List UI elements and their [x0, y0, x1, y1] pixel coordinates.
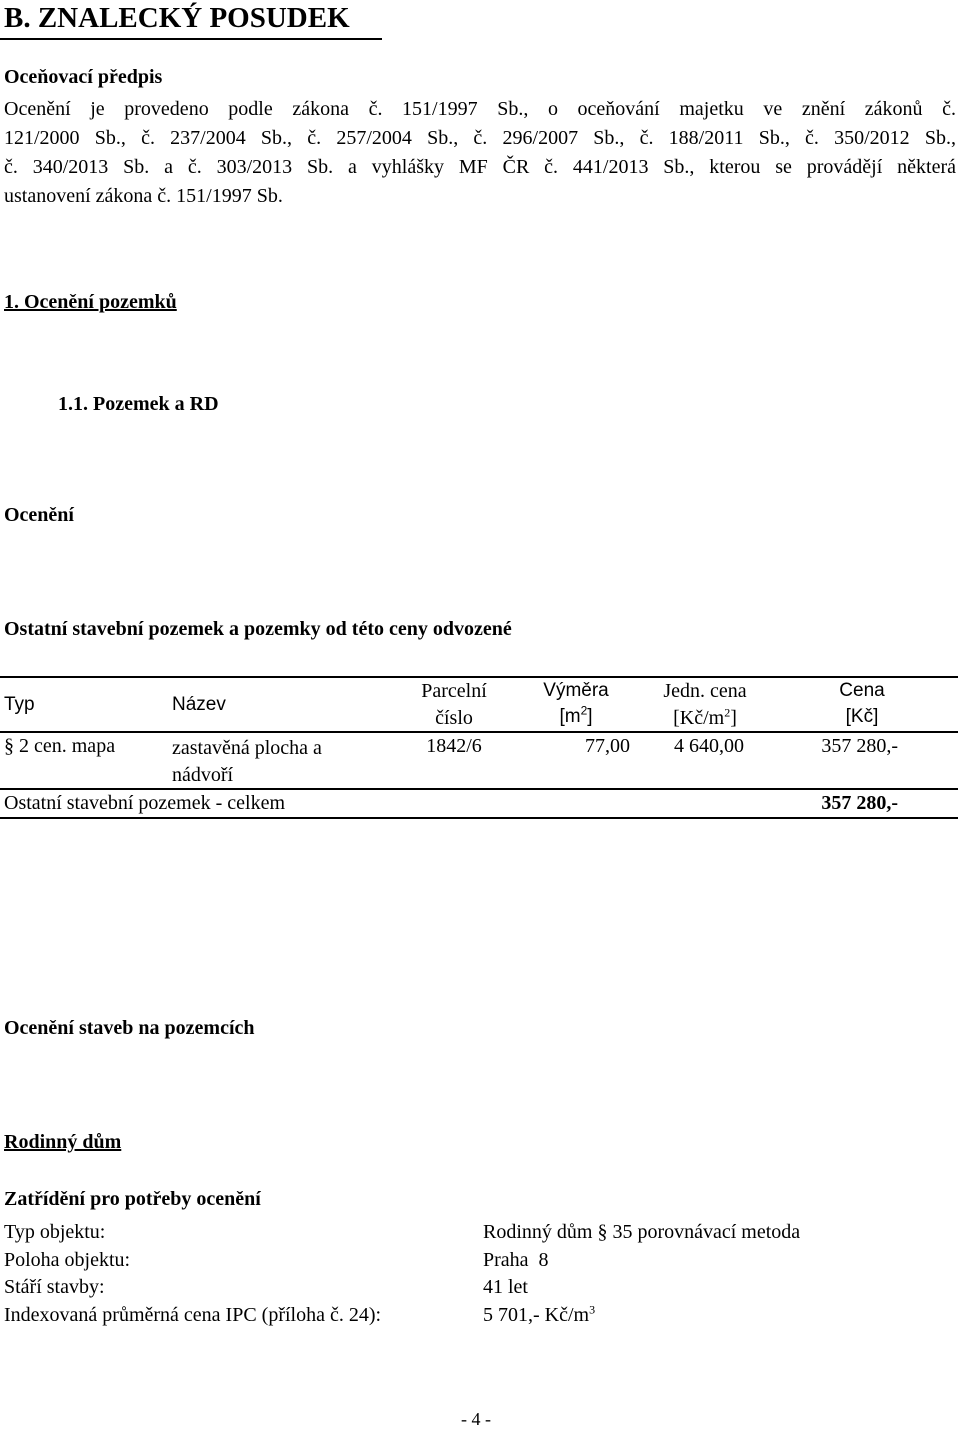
- paragraph-line: č. 340/2013 Sb. a č. 303/2013 Sb. a vyhlášky MF ČR č. 441/2013 Sb., kterou se provádějí některá: [4, 156, 956, 178]
- header-parcel-line2: číslo: [435, 707, 473, 729]
- table-top-rule: [0, 676, 958, 678]
- row-price: 357 280,-: [821, 735, 898, 757]
- header-typ: Typ: [4, 694, 35, 715]
- section-heading: Oceňovací předpis: [4, 66, 163, 88]
- row-name-line2: nádvoří: [172, 764, 234, 786]
- header-area: [524, 680, 628, 728]
- header-bottom-rule: [0, 731, 958, 733]
- total-label: Ostatní stavební pozemek - celkem: [4, 792, 286, 814]
- row-name-line1: zastavěná plocha a: [172, 737, 322, 759]
- classification-label: Stáří stavby:: [4, 1276, 105, 1298]
- heading-valuation: Ocenění: [4, 504, 74, 526]
- header-unit-price-line2: $[Kč/m^2]$: [673, 705, 737, 729]
- heading-plot-and-house: 1.1. Pozemek a RD: [58, 393, 219, 415]
- document-title: B. ZNALECKÝ POSUDEK: [4, 2, 350, 34]
- header-price-line2: [Kč]: [845, 706, 879, 727]
- row-unit-price: 4 640,00: [674, 735, 744, 757]
- classification-label: Indexovaná průměrná cena IPC (příloha č. 24):: [4, 1304, 382, 1326]
- legal-basis-paragraph: [4, 95, 956, 211]
- classification-value: 41 let: [483, 1276, 528, 1298]
- row-area: 77,00: [585, 735, 630, 757]
- header-price-line1: Cena: [839, 680, 885, 701]
- header-area-line1: Výměra: [543, 680, 609, 701]
- paragraph-line: 121/2000 Sb., č. 237/2004 Sb., č. 257/2004 Sb., č. 296/2007 Sb., č. 188/2011 Sb., č. 350/2012 Sb.,: [4, 127, 956, 149]
- table-bottom-rule: [0, 817, 958, 819]
- header-unit-price-line1: Jedn. cena: [663, 680, 747, 702]
- heading-land-valuation: 1. Ocenění pozemků: [4, 291, 177, 313]
- total-value: 357 280,-: [821, 792, 898, 814]
- page-number: - 4 -: [461, 1409, 491, 1429]
- header-parcel-line1: Parcelní: [421, 680, 487, 702]
- classification-value: 5 701,- $Kč/m^3$: [483, 1302, 596, 1326]
- heading-building-valuation: Ocenění staveb na pozemcích: [4, 1017, 255, 1039]
- header-unit-price: [640, 680, 770, 730]
- row-name: [172, 735, 322, 789]
- title-underline: [0, 38, 382, 40]
- classification-label: Poloha objektu:: [4, 1249, 131, 1271]
- heading-classification: Zatřídění pro potřeby ocenění: [4, 1188, 261, 1210]
- classification-label: Typ objektu:: [4, 1221, 106, 1243]
- paragraph-line: Ocenění je provedeno podle zákona č. 151/1997 Sb., o oceňování majetku ve znění zákonů č.: [4, 98, 956, 120]
- header-price: [806, 680, 918, 728]
- row-parcel-number: 1842/6: [426, 735, 482, 757]
- heading-family-house: Rodinný dům: [4, 1131, 122, 1153]
- header-area-line2: $[m^2]$: [559, 703, 593, 727]
- classification-value: Rodinný dům § 35 porovnávací metoda: [483, 1221, 801, 1243]
- paragraph-line: ustanovení zákona č. 151/1997 Sb.: [4, 185, 283, 207]
- row-type: § 2 cen. mapa: [4, 735, 116, 757]
- classification-value: Praha 8: [483, 1249, 549, 1271]
- heading-building-plot: Ostatní stavební pozemek a pozemky od této ceny odvozené: [4, 618, 512, 640]
- header-parcel-number: [402, 680, 506, 730]
- row-bottom-rule: [0, 788, 958, 790]
- header-nazev: Název: [172, 694, 226, 715]
